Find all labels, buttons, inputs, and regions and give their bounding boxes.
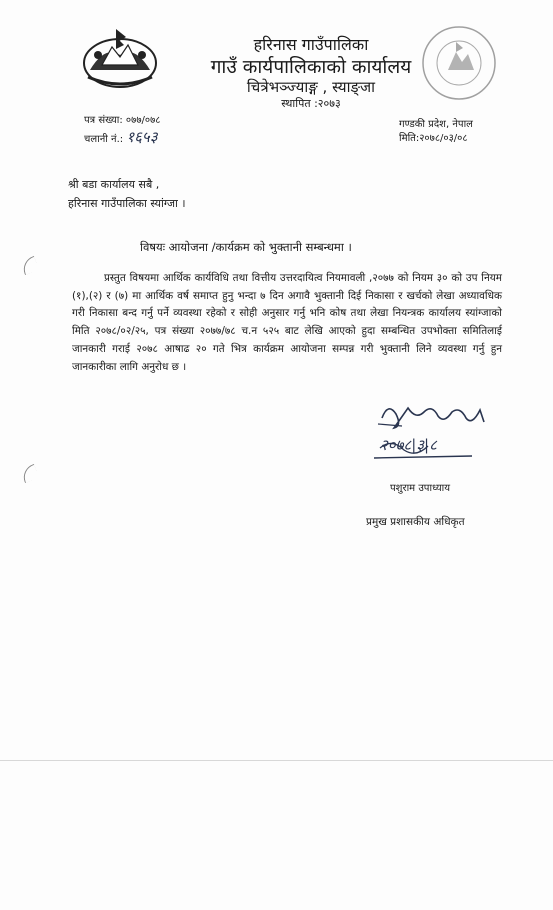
dispatch-number-handwritten: १६५३ xyxy=(126,128,158,146)
dispatch-number xyxy=(84,127,158,147)
handwritten-signature xyxy=(372,398,502,484)
nepal-emblem-icon xyxy=(80,25,160,95)
signature-date-handwritten: २०७८|३|८ xyxy=(380,436,437,454)
office-name-line2: गाउँ कार्यपालिकाको कार्यालय xyxy=(210,56,412,78)
province-text: गण्डकी प्रदेश, नेपाल xyxy=(399,119,473,130)
signatory-designation: प्रमुख प्रशासकीय अधिकृत xyxy=(366,516,465,528)
recipient-line2: हरिनास गाउँपालिका स्यांग्जा । xyxy=(68,197,186,210)
letter-body: प्रस्तुत विषयमा आर्थिक कार्यविधि तथा वित्तीय उत्तरदायित्व नियमावली ,२०७७ को नियम ३० को उप नियम (१),(२) र (७) मा आर्थिक वर्ष समाप्त हुनु भन्दा ७ दिन अगावै भुक्तानी दिई निकासा र खर्चको लेखा अध्यावधिक गरी निकासा बन्द गर्नु पर्ने व्यवस्था रहेको र सोही अनुसार गर्नु भनि कोष तथा लेखा नियन्त्रक कार्यालय स्यांग्जाको मिति २०७८/०२/२५, पत्र संख्या २०७७/७८ च.न ५२५ बाट लेखि आएको हुदा सम्बन्धित उपभोक्ता समितिलाई जानकारी गराई २०७८ आषाढ २० गते भित्र कार्यक्रम आयोजना सम्पन्न गरी भुक्तानी लिने व्यवस्था गर्नु हुन जानकारीका लागि अनुरोध छ । xyxy=(72,272,502,373)
dispatch-number-label: चलानी नं.: xyxy=(84,134,124,145)
subject-line: विषयः आयोजना /कार्यक्रम को भुक्तानी सम्बन्धमा । xyxy=(140,240,352,254)
letter-date: मिति:२०७८/०३/०८ xyxy=(399,133,468,144)
signatory-name: पशुराम उपाध्याय xyxy=(390,483,451,494)
letter-number: पत्र संख्या: ०७७/०७८ xyxy=(84,115,161,126)
recipient-line1: श्री बडा कार्यालय सबै , xyxy=(68,178,160,191)
office-name-line1: हरिनास गाउँपालिका xyxy=(253,35,369,54)
office-location: चित्रेभञ्ज्याङ्ग , स्याङ्जा xyxy=(246,78,376,96)
established-year: स्थापित :२०७३ xyxy=(281,97,341,110)
